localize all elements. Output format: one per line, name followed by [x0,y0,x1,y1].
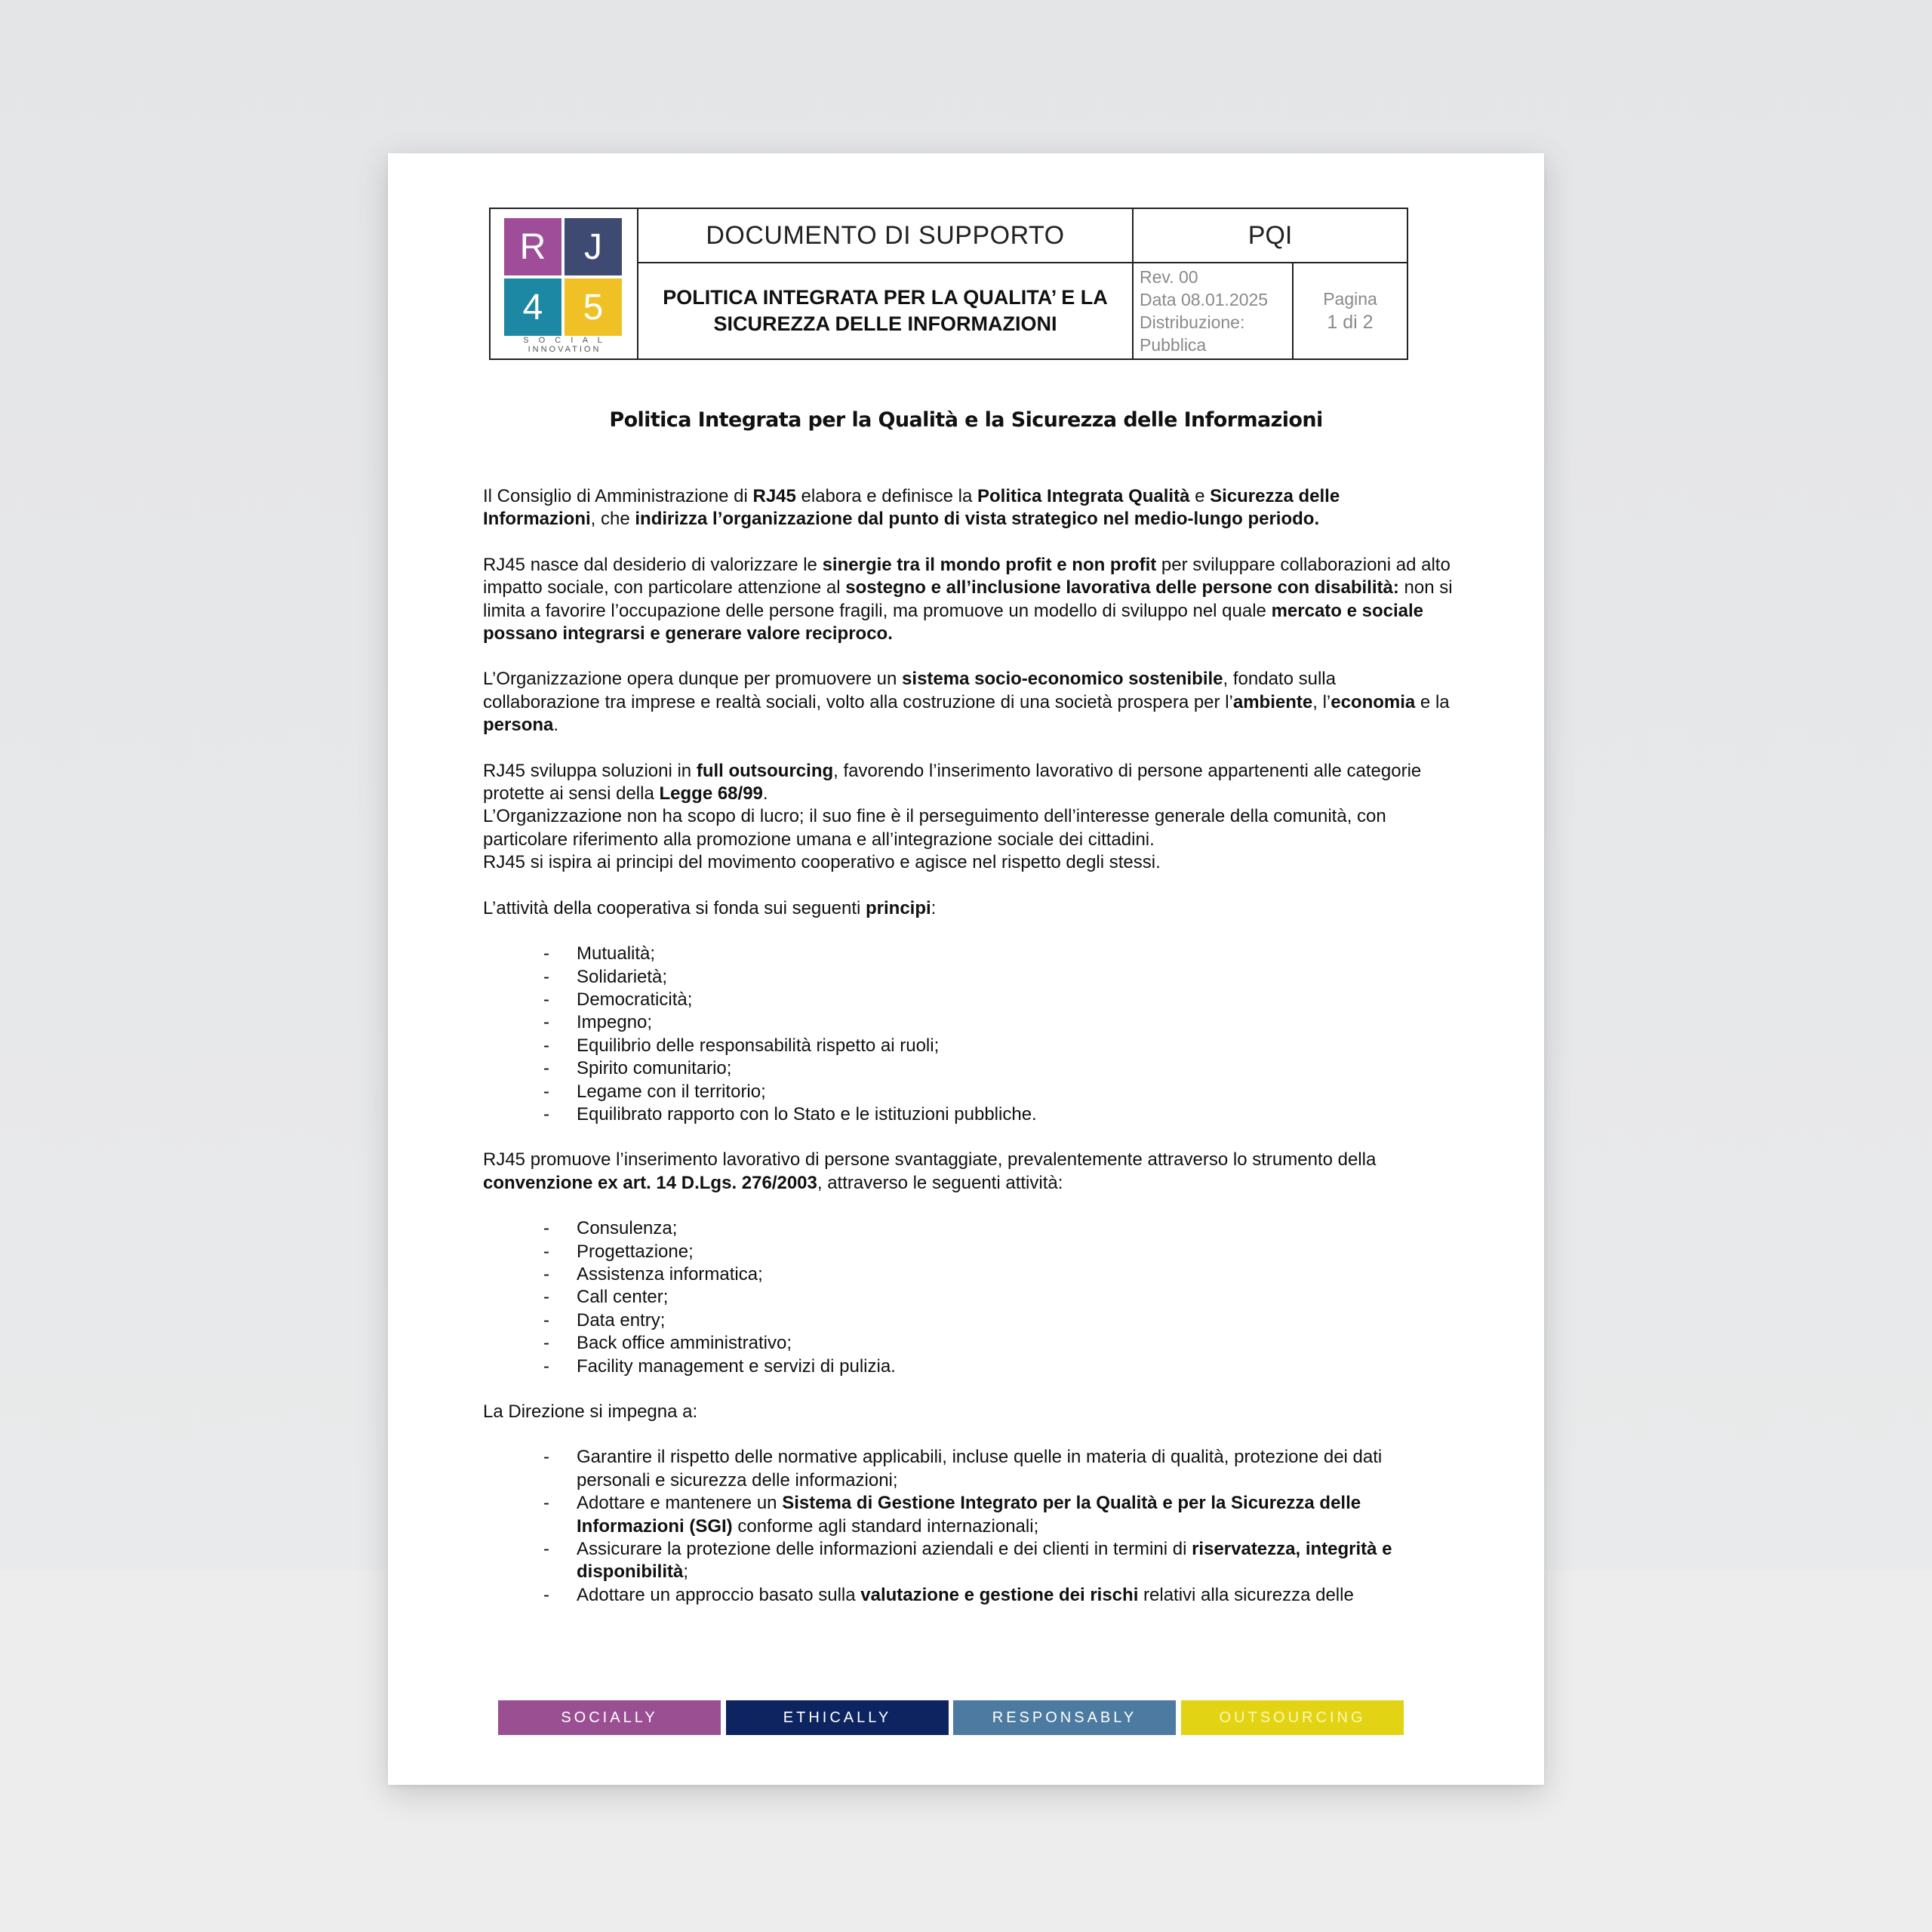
paragraph-cooperative: RJ45 si ispira ai principi del movimento cooperativo e agisce nel rispetto degli stessi. [483,852,1161,873]
list-item: - Data entry; [483,1309,1457,1332]
paragraph-mission: RJ45 nasce dal desiderio di valorizzare le sinergie tra il mondo profit e non profit per sviluppare collaborazioni ad alto impatto sociale, con particolare attenzione al sostegno e all’inclusione lavorativa delle persone con disabilità: non si limita a favorire l’occupazione delle persone fragili, ma promuove un modello di sviluppo nel quale mercato e sociale possano integrarsi e generare valore reciproco. [483,554,1453,645]
footer-socially: SOCIALLY [498,1700,721,1735]
logo-tile-5: 5 [565,278,622,336]
logo-tile-4: 4 [504,278,561,336]
paragraph-outsourcing: RJ45 sviluppa soluzioni in full outsourcing, favorendo l’inserimento lavorativo di persone appartenenti alle categorie protette ai sensi della Legge 68/99. [483,760,1422,804]
list-item: - Democraticità; [483,989,1457,1011]
list-item: - Solidarietà; [483,966,1457,989]
logo-grid [504,218,622,336]
list-item: - Spirito comunitario; [483,1057,1457,1080]
page-title: Politica Integrata per la Qualità e la Sicurezza delle Informazioni [609,408,1323,432]
revision: Rev. 00 [1140,267,1198,287]
paragraph-sustainability: L’Organizzazione opera dunque per promuovere un sistema socio-economico sostenibile, fondato sulla collaborazione tra imprese e realtà sociali, volto alla costruzione di una società prospera per l’ambiente, l’economia e la persona. [483,669,1450,736]
list-item: - Equilibrio delle responsabilità rispetto ai ruoli; [483,1035,1457,1057]
list-item: - Facility management e servizi di pulizia. [483,1355,1457,1378]
logo-tile-j: J [565,218,622,275]
document-code: PQI [1134,209,1407,263]
list-item: - Consulenza; [483,1217,1457,1240]
list-item: - Legame con il territorio; [483,1081,1457,1103]
list-item: - Back office amministrativo; [483,1332,1457,1355]
logo-tagline-bottom: INNOVATION [528,345,601,354]
document-title: POLITICA INTEGRATA PER LA QUALITA’ E LA SICUREZZA DELLE INFORMAZIONI [638,263,1134,358]
page-number-cell [1294,263,1407,358]
list-item: - Garantire il rispetto delle normative applicabili, incluse quelle in materia di qualità, protezione dei dati personali e sicurezza delle informazioni; [483,1446,1457,1492]
footer-outsourcing: OUTSOURCING [1181,1700,1404,1735]
distribution-label: Distribuzione: [1140,312,1245,332]
activities-list [483,1217,1457,1378]
document-page [388,153,1544,1785]
document-meta [1134,263,1294,358]
list-item: - Adottare e mantenere un Sistema di Gestione Integrato per la Qualità e per la Sicurezza delle Informazioni (SGI) conforme agli standard internazionali; [483,1492,1457,1538]
footer-banner [498,1700,1407,1735]
list-item: - Call center; [483,1286,1457,1309]
logo-tagline-top: S O C I A L [523,336,606,345]
paragraph-activities-intro: RJ45 promuove l’inserimento lavorativo di persone svantaggiate, prevalentemente attraverso lo strumento della convenzione ex art. 14 D.Lgs. 276/2003, attraverso le seguenti attività: [483,1149,1377,1193]
page-label: Pagina [1323,289,1377,309]
document-date: Data 08.01.2025 [1140,290,1269,309]
list-item: - Assicurare la protezione delle informazioni aziendali e dei clienti in termini di riservatezza, integrità e disponibilità; [483,1538,1457,1584]
paragraph-intro: Il Consiglio di Amministrazione di RJ45 elabora e definisce la Politica Integrata Qualità e Sicurezza delle Informazioni, che indirizza l’organizzazione dal punto di vista strategico nel medio-lungo periodo. [483,486,1340,530]
paragraph-commitments-intro: La Direzione si impegna a: [483,1401,698,1422]
page-number: 1 di 2 [1327,312,1374,333]
distribution-value: Pubblica [1140,335,1207,355]
list-item: - Mutualità; [483,943,1457,965]
list-item: - Equilibrato rapporto con lo Stato e le istituzioni pubbliche. [483,1103,1457,1126]
list-item: - Progettazione; [483,1241,1457,1263]
list-item: - Adottare un approccio basato sulla valutazione e gestione dei rischi relativi alla sicurezza delle [483,1584,1457,1607]
document-type: DOCUMENTO DI SUPPORTO [638,209,1134,263]
principles-list [483,943,1457,1126]
document-body [483,485,1457,1629]
footer-ethically: ETHICALLY [726,1700,949,1735]
list-item: - Impegno; [483,1011,1457,1034]
paragraph-principles-intro: L’attività della cooperativa si fonda sui seguenti principi: [483,897,937,918]
logo-tile-r: R [504,218,561,275]
company-logo [491,209,638,358]
document-header-table [489,208,1408,360]
commitments-list [483,1446,1457,1607]
list-item: - Assistenza informatica; [483,1263,1457,1286]
footer-responsably: RESPONSABLY [953,1700,1176,1735]
paragraph-non-profit: L’Organizzazione non ha scopo di lucro; il suo fine è il perseguimento dell’interesse generale della comunità, con particolare riferimento alla promozione umana e all’integrazione sociale dei cittadini. [483,806,1386,850]
logo-tagline [500,336,629,354]
